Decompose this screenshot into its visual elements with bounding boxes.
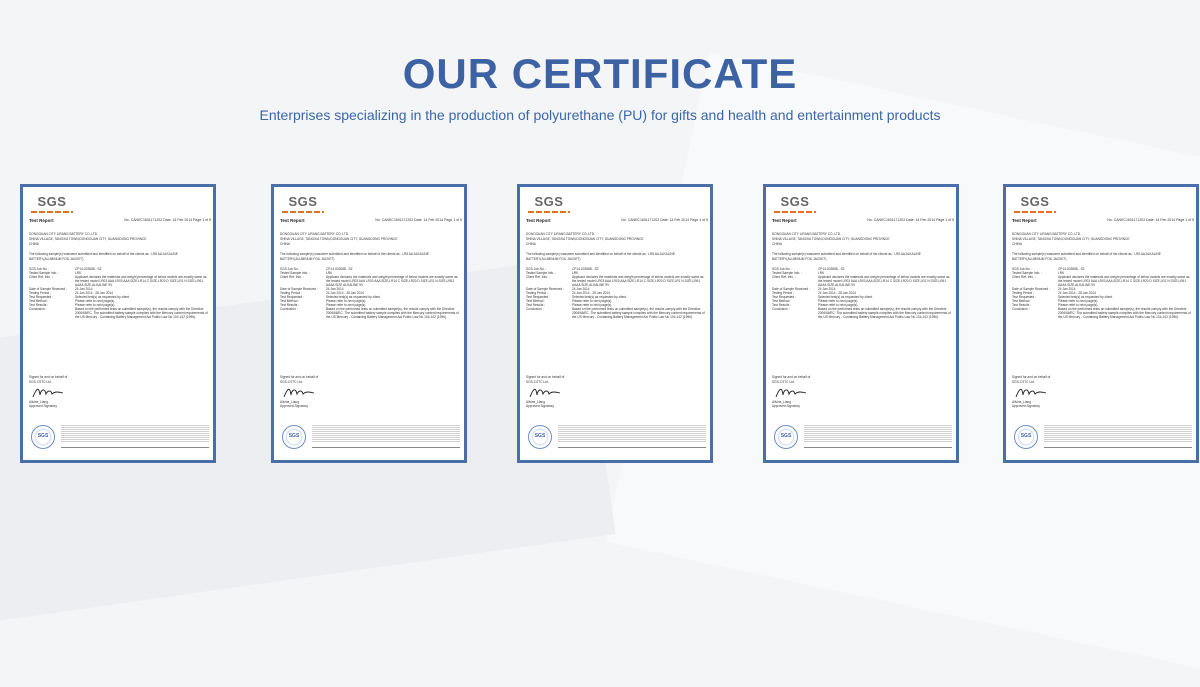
report-meta: No. CANEC1601171202 Date: 14 Feb 2014 Page 1 of 5: [124, 218, 211, 222]
field-label: Test Method :: [1012, 299, 1032, 303]
certificate-card[interactable]: [271, 184, 467, 463]
signer-name: Allvine_Liang: [772, 400, 791, 404]
report-title: Test Report: [526, 218, 551, 223]
signature-image: [282, 385, 316, 399]
field-value: 24 Jan 2014: [75, 287, 93, 291]
footer-line: [558, 447, 706, 448]
company-address: SHINA VILLAGE, TANGXIA TOWN,DONGGUAN CITY, GUANGDONG PROVINCE: [526, 237, 644, 241]
signer-name: Allvine_Liang: [280, 400, 299, 404]
signer-name: Allvine_Liang: [29, 400, 48, 404]
signer-role: Approved Signatory: [29, 404, 57, 408]
company-country: CHINA: [1012, 242, 1022, 246]
seal-text: SGS: [288, 433, 300, 439]
logo-underline: [774, 211, 816, 213]
field-label: Test Method :: [280, 299, 300, 303]
signer-role: Approved Signatory: [526, 404, 554, 408]
field-label: Tested Sample Info. :: [772, 271, 802, 275]
sgs-logo: SGS: [37, 194, 67, 209]
report-meta: No. CANEC1601171202 Date: 14 Feb 2014 Page 1 of 5: [1107, 218, 1194, 222]
company-country: CHINA: [772, 242, 782, 246]
section-title: OUR CERTIFICATE: [402, 50, 798, 97]
company-address: SHINA VILLAGE, TANGXIA TOWN,DONGGUAN CITY, GUANGDONG PROVINCE: [280, 237, 398, 241]
report-title: Test Report: [772, 218, 797, 223]
fine-print: [558, 425, 706, 443]
field-value: Selected test(s) as requested by client.: [326, 295, 381, 299]
field-value: Please refer to next page(s).: [75, 299, 116, 303]
field-value: Please refer to next page(s).: [326, 299, 367, 303]
footer-line: [61, 447, 209, 448]
field-value: LR6: [1058, 271, 1064, 275]
field-value: LR6: [572, 271, 578, 275]
field-label: Test Results :: [1012, 303, 1032, 307]
fine-print: [804, 425, 952, 443]
field-value: Based on the performed tests on submitted sample(s), the results comply with the Directive 2006/66/EC. The submitted battery sample complies with the Mercury content requirements of the US Mercury - Containing Battery Management Act Public Law No 104-142 (1996).: [572, 307, 705, 319]
company-name: DONGGUAN CITY LIRANG BATTERY CO.,LTD.: [526, 232, 595, 236]
footer-line: [312, 447, 460, 448]
field-value: 24 Jan 2014 - 28 Jan 2014: [1058, 291, 1096, 295]
report-title: Test Report: [280, 218, 305, 223]
signer-role: Approved Signatory: [1012, 404, 1040, 408]
field-label: Testing Period :: [280, 291, 302, 295]
field-value: CP14-003088 - SZ: [75, 267, 102, 271]
sgs-logo: SGS: [780, 194, 810, 209]
field-label: Testing Period :: [526, 291, 548, 295]
signature-image: [528, 385, 562, 399]
field-label: Test Method :: [526, 299, 546, 303]
field-label: Client Ref. Info. :: [29, 275, 53, 279]
field-label: Date of Sample Received :: [29, 287, 67, 291]
field-value: Please refer to next page(s).: [818, 299, 859, 303]
certificate-card[interactable]: [1003, 184, 1199, 463]
field-label: Client Ref. Info. :: [280, 275, 304, 279]
field-label: Testing Period :: [1012, 291, 1034, 295]
certificate-card[interactable]: [20, 184, 216, 463]
footer-line: [804, 447, 952, 448]
field-label: Test Results :: [29, 303, 49, 307]
fine-print: [1044, 425, 1192, 443]
signature-image: [31, 385, 65, 399]
company-name: DONGGUAN CITY LIRANG BATTERY CO.,LTD.: [1012, 232, 1081, 236]
signer-name: Allvine_Liang: [1012, 400, 1031, 404]
field-value: Selected test(s) as requested by client.: [1058, 295, 1113, 299]
field-value: Applicant declares the materials and weight percentage of below models are exactly same as the tested model LR03 AAA LR03 AAA SIZE,LR14 C SIZE,LR20 D SIZE,LR1 N SIZE,LR61 AAAA SIZE,ALKALINE 9V: [75, 275, 207, 287]
logo-underline: [282, 211, 324, 213]
field-label: Date of Sample Received :: [526, 287, 564, 291]
company-country: CHINA: [29, 242, 39, 246]
sgs-logo: SGS: [288, 194, 318, 209]
field-value: Please refer to next page(s).: [75, 303, 116, 307]
field-value: CP14-003088 - SZ: [818, 267, 845, 271]
field-value: Applicant declares the materials and weight percentage of below models are exactly same as the tested model LR03 AAA LR03 AAA SIZE,LR14 C SIZE,LR20 D SIZE,LR1 N SIZE,LR61 AAAA SIZE,ALKALINE 9V: [1058, 275, 1190, 287]
sgs-seal-icon: [31, 425, 55, 449]
field-label: SGS Job No. :: [526, 267, 547, 271]
company-name: DONGGUAN CITY LIRANG BATTERY CO.,LTD.: [772, 232, 841, 236]
sgs-logo: SGS: [1020, 194, 1050, 209]
company-name: DONGGUAN CITY LIRANG BATTERY CO.,LTD.: [280, 232, 349, 236]
report-meta: No. CANEC1601171202 Date: 14 Feb 2014 Page 1 of 5: [621, 218, 708, 222]
field-value: 24 Jan 2014: [326, 287, 344, 291]
field-label: Test Requested :: [1012, 295, 1036, 299]
field-value: CP14-003088 - SZ: [1058, 267, 1085, 271]
seal-text: SGS: [1020, 433, 1032, 439]
signed-for: Signed for and on behalf of SGS-CSTC Ltd.: [280, 375, 319, 384]
field-value: Applicant declares the materials and weight percentage of below models are exactly same as the tested model LR03 AAA LR03 AAA SIZE,LR14 C SIZE,LR20 D SIZE,LR1 N SIZE,LR61 AAAA SIZE,ALKALINE 9V: [572, 275, 704, 287]
field-label: Test Requested :: [772, 295, 796, 299]
field-label: Date of Sample Received :: [280, 287, 318, 291]
field-value: Based on the performed tests on submitted sample(s), the results comply with the Directive 2006/66/EC. The submitted battery sample complies with the Mercury content requirements of the US Mercury - Containing Battery Management Act Public Law No 104-142 (1996).: [1058, 307, 1191, 319]
signed-for: Signed for and on behalf of SGS-CSTC Ltd.: [29, 375, 68, 384]
field-value: 24 Jan 2014 - 28 Jan 2014: [326, 291, 364, 295]
field-label: Testing Period :: [29, 291, 51, 295]
seal-text: SGS: [37, 433, 49, 439]
company-address: SHINA VILLAGE, TANGXIA TOWN,DONGGUAN CITY, GUANGDONG PROVINCE: [29, 237, 147, 241]
field-value: LR6: [75, 271, 81, 275]
field-label: Tested Sample Info. :: [1012, 271, 1042, 275]
sgs-logo: SGS: [534, 194, 564, 209]
footer-line: [1044, 447, 1192, 448]
field-label: Tested Sample Info. :: [280, 271, 310, 275]
field-label: Date of Sample Received :: [1012, 287, 1050, 291]
field-label: SGS Job No. :: [29, 267, 50, 271]
report-meta: No. CANEC1601171202 Date: 14 Feb 2014 Page 1 of 5: [375, 218, 462, 222]
field-label: SGS Job No. :: [1012, 267, 1033, 271]
field-label: Tested Sample Info. :: [526, 271, 556, 275]
field-label: Test Method :: [29, 299, 49, 303]
field-label: Test Results :: [772, 303, 792, 307]
report-intro: The following sample(s) was/were submitted and identified on behalf of the clients as : LR6 AA ALKALINE BATTERY(ALUMINUM FOIL JACKET): [280, 252, 429, 261]
field-value: 24 Jan 2014 - 28 Jan 2014: [75, 291, 113, 295]
report-intro: The following sample(s) was/were submitted and identified on behalf of the clients as : LR6 AA ALKALINE BATTERY(ALUMINUM FOIL JACKET): [526, 252, 675, 261]
field-value: 24 Jan 2014 - 28 Jan 2014: [818, 291, 856, 295]
field-label: Test Results :: [526, 303, 546, 307]
field-value: LR6: [326, 271, 332, 275]
field-label: Conclusion :: [772, 307, 790, 311]
field-label: Client Ref. Info. :: [772, 275, 796, 279]
logo-underline: [528, 211, 570, 213]
field-value: 24 Jan 2014: [572, 287, 590, 291]
field-value: LR6: [818, 271, 824, 275]
field-value: Please refer to next page(s).: [818, 303, 859, 307]
report-intro: The following sample(s) was/were submitted and identified on behalf of the clients as : LR6 AA ALKALINE BATTERY(ALUMINUM FOIL JACKET): [1012, 252, 1161, 261]
field-label: Conclusion :: [1012, 307, 1030, 311]
field-value: Based on the performed tests on submitted sample(s), the results comply with the Directive 2006/66/EC. The submitted battery sample complies with the Mercury content requirements of the US Mercury - Containing Battery Management Act Public Law No 104-142 (1996).: [75, 307, 208, 319]
field-value: Please refer to next page(s).: [1058, 299, 1099, 303]
field-label: Test Requested :: [280, 295, 304, 299]
field-label: Conclusion :: [29, 307, 47, 311]
signed-for: Signed for and on behalf of SGS-CSTC Ltd.: [526, 375, 565, 384]
sgs-seal-icon: [774, 425, 798, 449]
field-value: CP14-003088 - SZ: [572, 267, 599, 271]
seal-text: SGS: [534, 433, 546, 439]
logo-underline: [1014, 211, 1056, 213]
signer-name: Allvine_Liang: [526, 400, 545, 404]
field-label: Client Ref. Info. :: [526, 275, 550, 279]
field-value: 24 Jan 2014 - 28 Jan 2014: [572, 291, 610, 295]
report-meta: No. CANEC1601171202 Date: 14 Feb 2014 Page 1 of 5: [867, 218, 954, 222]
signed-for: Signed for and on behalf of SGS-CSTC Ltd.: [772, 375, 811, 384]
field-value: Selected test(s) as requested by client.: [818, 295, 873, 299]
field-value: Please refer to next page(s).: [326, 303, 367, 307]
company-address: SHINA VILLAGE, TANGXIA TOWN,DONGGUAN CITY, GUANGDONG PROVINCE: [1012, 237, 1130, 241]
seal-text: SGS: [780, 433, 792, 439]
signature-image: [1014, 385, 1048, 399]
report-title: Test Report: [1012, 218, 1037, 223]
report-intro: The following sample(s) was/were submitted and identified on behalf of the clients as : LR6 AA ALKALINE BATTERY(ALUMINUM FOIL JACKET): [772, 252, 921, 261]
company-address: SHINA VILLAGE, TANGXIA TOWN,DONGGUAN CITY, GUANGDONG PROVINCE: [772, 237, 890, 241]
field-label: Test Results :: [280, 303, 300, 307]
field-label: Test Requested :: [526, 295, 550, 299]
field-label: SGS Job No. :: [772, 267, 793, 271]
field-value: Applicant declares the materials and weight percentage of below models are exactly same as the tested model LR03 AAA LR03 AAA SIZE,LR14 C SIZE,LR20 D SIZE,LR1 N SIZE,LR61 AAAA SIZE,ALKALINE 9V: [326, 275, 458, 287]
report-title: Test Report: [29, 218, 54, 223]
field-value: 24 Jan 2014: [818, 287, 836, 291]
signed-for: Signed for and on behalf of SGS-CSTC Ltd.: [1012, 375, 1051, 384]
field-value: Applicant declares the materials and weight percentage of below models are exactly same as the tested model LR03 AAA LR03 AAA SIZE,LR14 C SIZE,LR20 D SIZE,LR1 N SIZE,LR61 AAAA SIZE,ALKALINE 9V: [818, 275, 950, 287]
section-subtitle: Enterprises specializing in the production of polyurethane (PU) for gifts and health and entertainment products: [259, 107, 941, 123]
field-label: Conclusion :: [280, 307, 298, 311]
field-value: Selected test(s) as requested by client.: [572, 295, 627, 299]
field-value: Based on the performed tests on submitted sample(s), the results comply with the Directive 2006/66/EC. The submitted battery sample complies with the Mercury content requirements of the US Mercury - Containing Battery Management Act Public Law No 104-142 (1996).: [818, 307, 951, 319]
field-value: Please refer to next page(s).: [1058, 303, 1099, 307]
report-intro: The following sample(s) was/were submitted and identified on behalf of the clients as : LR6 AA ALKALINE BATTERY(ALUMINUM FOIL JACKET): [29, 252, 178, 261]
field-value: Selected test(s) as requested by client.: [75, 295, 130, 299]
field-label: Test Requested :: [29, 295, 53, 299]
company-country: CHINA: [280, 242, 290, 246]
field-label: Testing Period :: [772, 291, 794, 295]
company-name: DONGGUAN CITY LIRANG BATTERY CO.,LTD.: [29, 232, 98, 236]
field-label: Test Method :: [772, 299, 792, 303]
signer-role: Approved Signatory: [280, 404, 308, 408]
sgs-seal-icon: [1014, 425, 1038, 449]
field-value: 24 Jan 2014: [1058, 287, 1076, 291]
field-label: Date of Sample Received :: [772, 287, 810, 291]
field-label: SGS Job No. :: [280, 267, 301, 271]
sgs-seal-icon: [528, 425, 552, 449]
field-value: Based on the performed tests on submitted sample(s), the results comply with the Directive 2006/66/EC. The submitted battery sample complies with the Mercury content requirements of the US Mercury - Containing Battery Management Act Public Law No 104-142 (1996).: [326, 307, 459, 319]
field-label: Client Ref. Info. :: [1012, 275, 1036, 279]
certificate-card[interactable]: [763, 184, 959, 463]
signer-role: Approved Signatory: [772, 404, 800, 408]
field-label: Conclusion :: [526, 307, 544, 311]
sgs-seal-icon: [282, 425, 306, 449]
fine-print: [312, 425, 460, 443]
signature-image: [774, 385, 808, 399]
field-value: Please refer to next page(s).: [572, 299, 613, 303]
field-value: Please refer to next page(s).: [572, 303, 613, 307]
fine-print: [61, 425, 209, 443]
company-country: CHINA: [526, 242, 536, 246]
field-value: CP14-003088 - SZ: [326, 267, 353, 271]
logo-underline: [31, 211, 73, 213]
field-label: Tested Sample Info. :: [29, 271, 59, 275]
certificate-card[interactable]: [517, 184, 713, 463]
